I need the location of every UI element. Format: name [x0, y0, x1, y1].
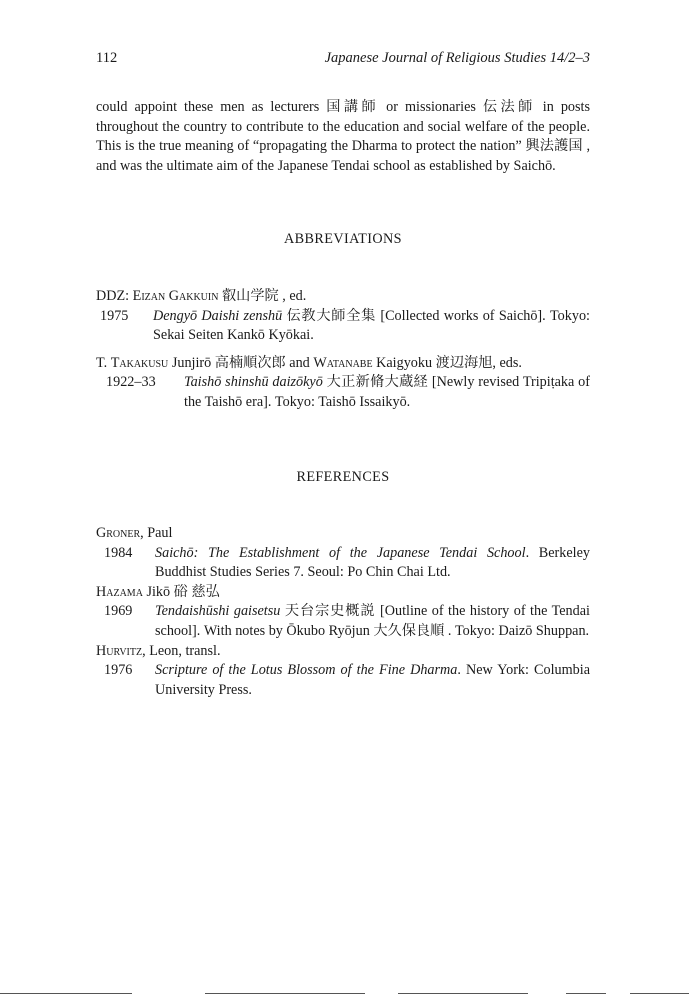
entry-head-rest: 叡山学院 , ed.: [218, 288, 307, 304]
reference-author-line: [96, 583, 590, 603]
abbreviations-list: [96, 287, 590, 413]
entry-year: 1975: [100, 307, 129, 324]
reference-detail: [96, 661, 590, 700]
scan-line: [630, 993, 689, 994]
reference-author-rest: Jikō 硲 慈弘: [142, 583, 220, 600]
entry-head-rest: Junjirō 高楠順次郎 and: [168, 354, 314, 371]
running-title: Japanese Journal of Religious Studies 14/2–3: [324, 50, 590, 66]
reference-body-text: . Berkeley Buddhist Studies Series 7. Seoul: Po Chin Chai Ltd.: [155, 544, 591, 581]
abbreviation-entry: [96, 354, 590, 413]
entry-head-rest-2: Kaigyoku 渡辺海旭, eds.: [372, 354, 522, 371]
reference-title: Tendaishūshi gaisetsu: [155, 603, 281, 620]
scan-line: [0, 993, 132, 994]
entry-title: Taishō shinshū daizōkyō: [184, 374, 323, 391]
entry-body-text: 伝教大師全集 [Collected works of Saichō]. Tokyo: Sekai Seiten Kankō Kyōkai.: [153, 307, 590, 344]
reference-body-text: . New York: Columbia University Press.: [155, 662, 590, 698]
reference-year: 1969: [104, 603, 133, 620]
reference-author: Hurvitz: [96, 642, 143, 659]
scan-edge-lines: [0, 993, 689, 995]
entry-body: [184, 373, 590, 412]
abbreviations-heading: ABBREVIATIONS: [284, 231, 402, 247]
reference-body: [155, 544, 590, 583]
reference-detail: [96, 544, 590, 583]
reference-year: 1984: [104, 544, 133, 561]
scan-line: [205, 993, 365, 994]
reference-entry: [96, 642, 590, 701]
entry-body: [153, 307, 590, 346]
reference-body-text: 天台宗史概説 [Outline of the history of the Tendai school]. With notes by Ōkubo Ryōjun 大久保良順 . Tokyo: Daizō Shuppan.: [155, 603, 590, 639]
reference-entry: [96, 524, 590, 583]
entry-detail: [96, 307, 590, 346]
reference-author-line: [96, 642, 590, 662]
entry-body-text: 大正新脩大蔵経 [Newly revised Tripiṭaka of the Taishō era]. Tokyo: Taishō Issaikyō.: [184, 374, 590, 410]
entry-year: 1922–33: [106, 374, 156, 391]
entry-head: [96, 287, 590, 307]
abbreviation-entry: [96, 287, 590, 346]
reference-body: [155, 661, 590, 700]
references-list: [96, 524, 590, 700]
entry-prefix: DDZ:: [96, 288, 133, 304]
scan-line: [398, 993, 528, 994]
reference-author: Hazama: [96, 583, 143, 600]
entry-head: [96, 354, 590, 374]
running-header: [96, 50, 590, 70]
reference-year: 1976: [104, 662, 133, 679]
page-number: 112: [96, 50, 118, 66]
reference-detail: [96, 602, 590, 641]
body-paragraph: could appoint these men as lecturers 国講師 or missionaries 伝法師 in posts throughout the country to contribute to the education and social welfare of the people. This is the true meaning of “propagating the Dharma to protect the nation” 興法護国 , and was the ultimate aim of the Japanese Tendai school as established by Saichō.: [96, 99, 590, 174]
entry-author: Takakusu: [110, 354, 169, 371]
entry-title: Dengyō Daishi zenshū: [153, 307, 283, 324]
reference-author-rest: , Paul: [140, 525, 173, 541]
reference-title: Saichō: The Establishment of the Japanese Tendai School: [155, 544, 526, 561]
entry-detail: [96, 373, 590, 412]
entry-author-2: Watanabe: [313, 354, 373, 371]
reference-body: [155, 602, 590, 641]
entry-prefix: T.: [96, 354, 111, 371]
reference-entry: [96, 583, 590, 642]
reference-title: Scripture of the Lotus Blossom of the Fine Dharma: [155, 662, 458, 679]
references-heading: REFERENCES: [296, 469, 390, 485]
reference-author-line: [96, 524, 590, 544]
scan-line: [566, 993, 606, 994]
reference-author-rest: , Leon, transl.: [142, 642, 221, 659]
reference-author: Groner: [96, 525, 141, 541]
entry-author: Eizan Gakkuin: [132, 288, 219, 304]
